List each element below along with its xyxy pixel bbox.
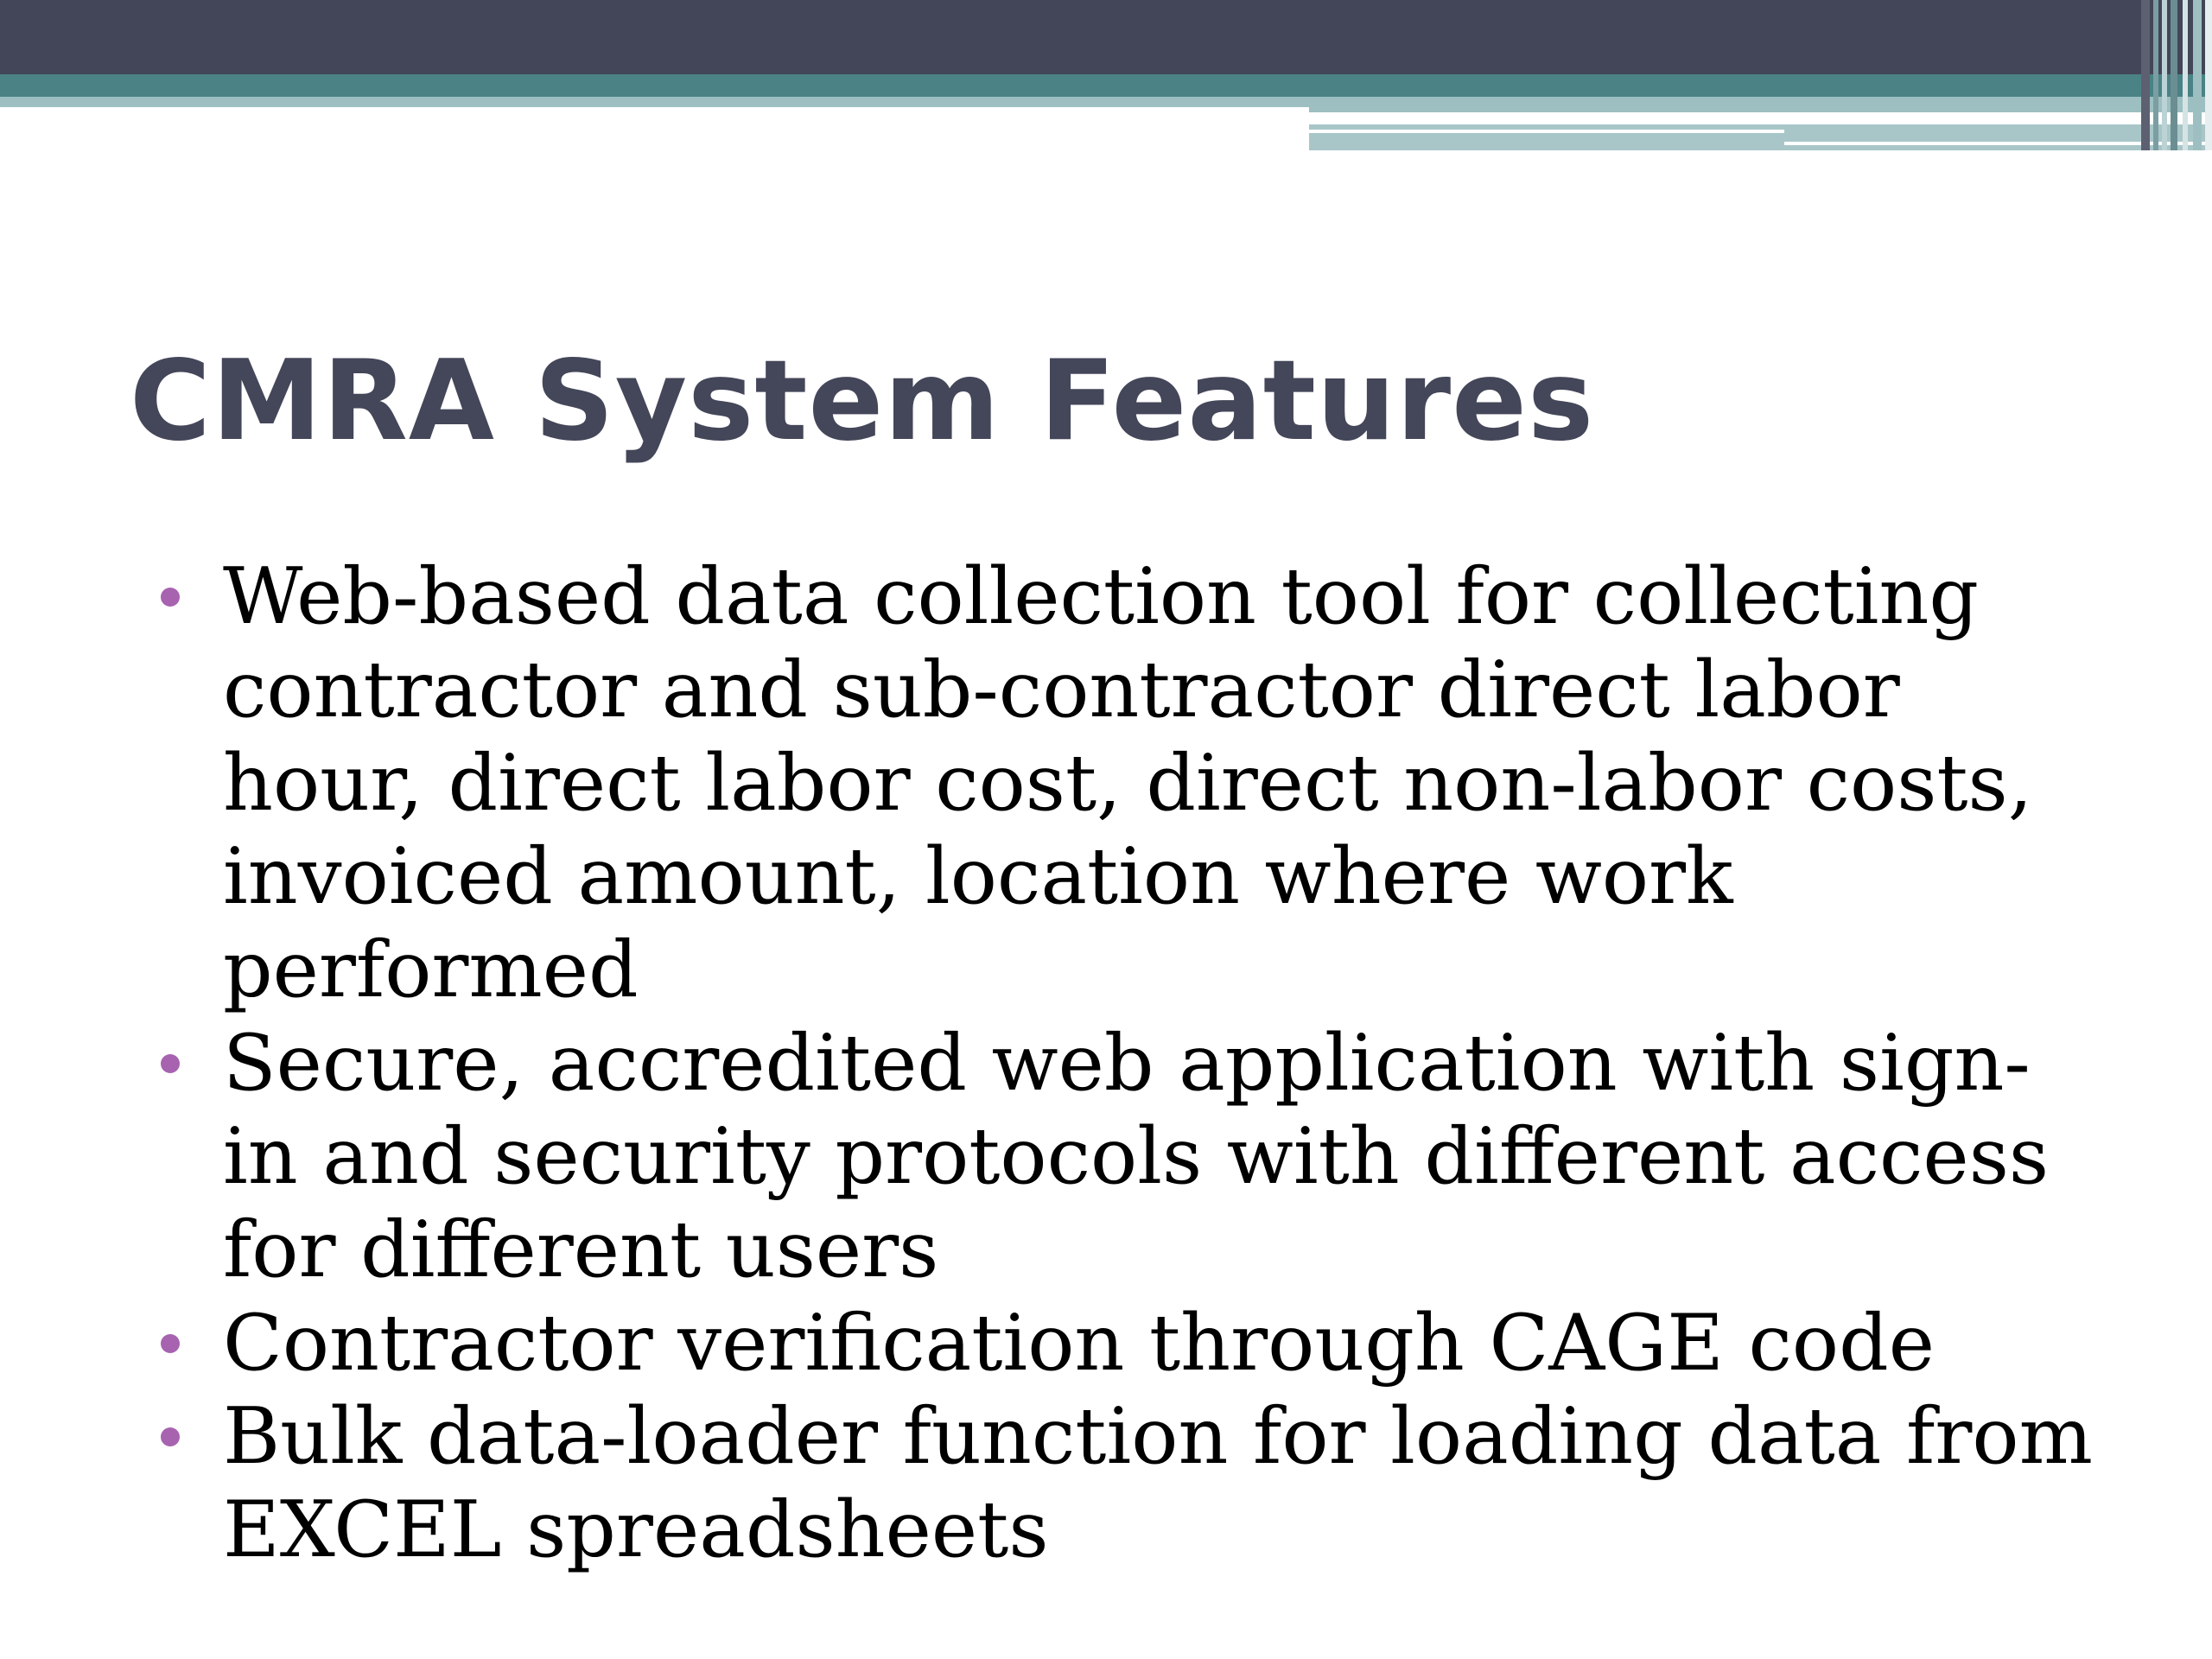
header-vertical-stripe xyxy=(2193,0,2202,150)
header-band-dark xyxy=(0,0,2212,74)
bullet-item xyxy=(157,550,2101,1017)
header-vertical-stripe xyxy=(2153,0,2158,150)
bullet-list xyxy=(157,550,2101,1577)
header-band-white-line xyxy=(1309,112,2052,118)
bullet-text: Contractor verification through CAGE code xyxy=(223,1298,1935,1389)
bullet-icon xyxy=(161,1334,180,1353)
bullet-icon xyxy=(161,588,180,607)
header-band-light-left xyxy=(0,97,1309,107)
bullet-item xyxy=(157,1297,2101,1390)
bullet-item xyxy=(157,1390,2101,1577)
bullet-item xyxy=(157,1017,2101,1297)
slide-title: CMRA System Features xyxy=(130,337,1595,466)
header-vertical-stripe xyxy=(2162,0,2167,150)
bullet-icon xyxy=(161,1054,180,1073)
header-band-bottom-strip xyxy=(1309,124,2212,150)
bullet-text: Secure, accredited web application with sign-in and security protocols with different access for different users xyxy=(223,1018,2050,1295)
header-vertical-stripe xyxy=(2183,0,2188,150)
header-band-teal xyxy=(0,74,2212,97)
header-vertical-stripe xyxy=(2205,0,2212,150)
header-band-white-line-lower xyxy=(1309,130,1784,133)
header-vertical-stripe xyxy=(2171,0,2177,150)
bullet-text: Web-based data collection tool for collecting contractor and sub-contractor direct labor hour, direct labor cost, direct non-labor costs, invoiced amount, location where work performed xyxy=(223,551,2033,1015)
header-band-light-right xyxy=(1309,97,2212,112)
header-vertical-stripe xyxy=(2141,0,2150,150)
bullet-icon xyxy=(161,1427,180,1446)
bullet-text: Bulk data-loader function for loading data from EXCEL spreadsheets xyxy=(223,1391,2093,1575)
